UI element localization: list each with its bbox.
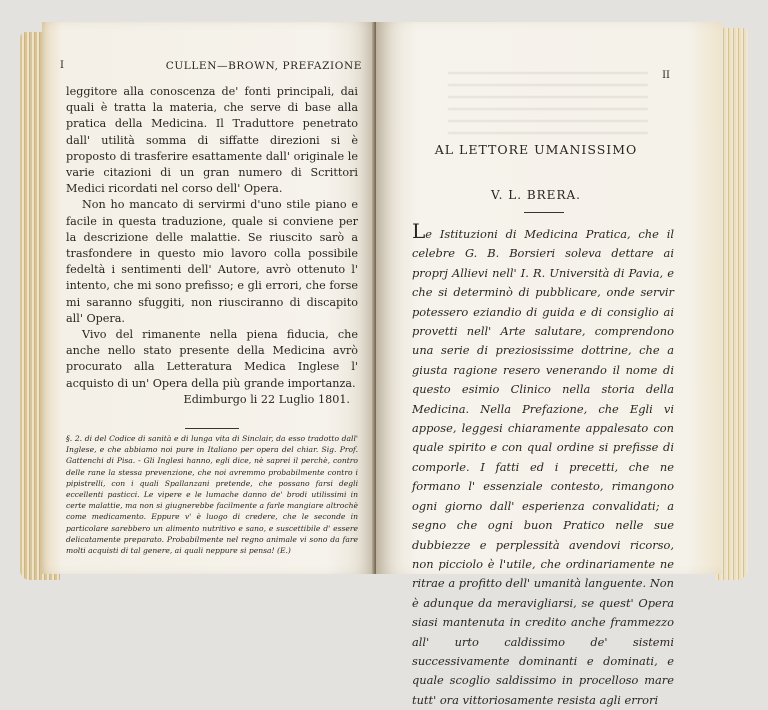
running-head-title: CULLEN—BROWN, PREFAZIONE	[165, 60, 362, 72]
bleed-through-text	[448, 72, 648, 134]
open-book	[20, 18, 748, 707]
left-page	[42, 22, 376, 574]
main-paragraph	[412, 219, 674, 710]
left-page-body	[66, 84, 358, 556]
left-running-head	[60, 60, 362, 72]
right-page	[376, 22, 722, 707]
dateline: Edimburgo li 22 Luglio 1801.	[183, 392, 350, 406]
footnote: §. 2. di del Codice di sanità e di lunga vita di Sinclair, da esso tradotto dall' Inglese, e che abbiamo noi pure in Italiano per opera del chiar. Sig. Prof. Gattenchi di Pisa. - Gli Inglesi hanno, egli dice, nè saprei il perchè, contro delle rane la stessa prevenzione, che noi avremmo probabilmente contro i pipistrelli, con i quali Spallanzani pretende, che possano farsi degli eccellenti pasticci. Le vipere e le lumache danno de' brodi utilissimi in certe malattie, ma non si giugnerebbe facilmente a farle mangiare altrochè come medicamento. Eppure v' è luogo di credere, che le seconde in particolare sarebbero un alimento nutritivo e sano, e suscettibile d' essere delicatamente preparato. Probabilmente nel regno animale vi sono da fare molti acquisti di tal genere, ai quali neppure si pensa! (E.)	[66, 434, 358, 556]
paragraph-1: leggitore alla conoscenza de' fonti principali, dai quali è tratta la materia, che serve di base alla pratica della Medicina. Il Traduttore penetrato dall' utilità somma di siffatte direzioni si è proposto di trasferire esattamente dall' originale le varie citazioni di un gran numero di Scrittori Medici ricordati nel corso dell' Opera.	[66, 85, 358, 196]
byline-rule	[524, 212, 564, 213]
drop-cap: L	[412, 219, 426, 243]
left-page-number: I	[60, 60, 65, 71]
dedication-heading: AL LETTORE UMANISSIMO	[434, 142, 638, 157]
right-page-number: II	[662, 70, 670, 81]
footnote-rule	[185, 428, 239, 429]
main-paragraph-text: e Istituzioni di Medicina Pratica, che il celebre G. B. Borsieri soleva dettare ai proprj Allievi nell' I. R. Università di Pavia, e che si determinò di pubblicare, onde servir potessero eziandio di guida e di consiglio ai provetti nell' Arte salutare, comprendono una serie di preziosissime dottrine, che a giusta ragione resero venerando il nome di questo esimio Clinico nella storia della Medicina. Nella Prefazione, che Egli vi appose, leggesi chiaramente appalesato con quale spirito e con qual ordine si prefisse di comporle. I fatti ed i precetti, che ne formano l' essenziale contesto, rimangono ogni giorno dall' esperienza convalidati; a segno che ogni buon Pratico nelle sue dubbiezze e perplessità avendovi ricorso, non picciolo è l'utile, che ordinariamente ne ritrae a profitto dell' umanità languente. Non è adunque da meravigliarsi, se quest' Opera siasi mantenuta in credito anche frammezzo all' urto caldissimo de' sistemi successivamente dominanti e dominati, e quale scoglio saldissimo in procelloso mare tutt' ora vittoriosamente resista agli errori	[412, 227, 674, 707]
paragraph-2: Non ho mancato di servirmi d'uno stile piano e facile in questa traduzione, quale si conviene per la descrizione delle malattie. Se riuscito sarò a trasfondere in questo mio lavoro colla possibile fedeltà i sentimenti dell' Autore, avrò ottenuto l' intento, che mi sono prefisso; e gli errori, che forse mi saranno sfuggiti, non riusciranno di discapito all' Opera.	[66, 198, 358, 325]
paragraph-3: Vivo del rimanente nella piena fiducia, che anche nello stato presente della Medicina avrò procurato alla Letteratura Medica Inglese l' acquisto di un' Opera della più grande importanza.	[66, 328, 358, 390]
author-byline: V. L. BRERA.	[491, 188, 581, 202]
right-page-body	[412, 219, 674, 710]
